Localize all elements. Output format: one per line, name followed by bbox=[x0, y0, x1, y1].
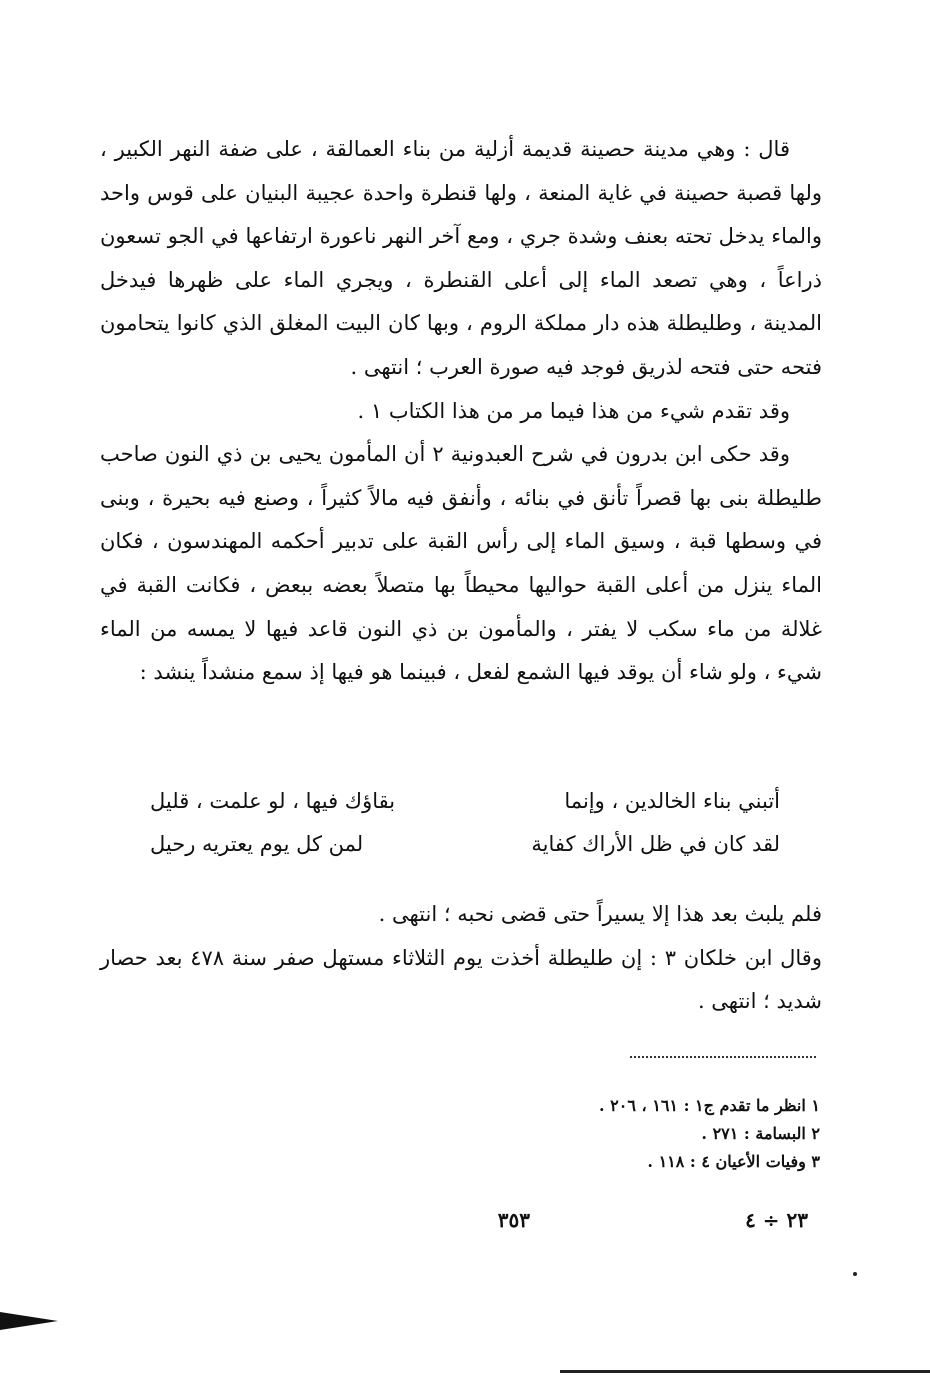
paragraph-ibn-khallikan: وقال ابن خلكان ٣ : إن طليطلة أخذت يوم الثلاثاء مستهل صفر سنة ٤٧٨ بعد حصار شديد ؛ انتهى . bbox=[100, 945, 822, 1013]
footnote-item: ١ انظر ما تقدم ج١ : ١٦١ ، ٢٠٦ . bbox=[598, 1096, 820, 1115]
main-text-block bbox=[100, 128, 822, 695]
paragraph-palace-story: وقد حكى ابن بدرون في شرح العبدونية ٢ أن المأمون يحيى بن ذي النون صاحب طليطلة بنى بها قصراً تأنق في بنائه ، وأنفق فيه مالاً كثيراً ، وصنع فيه بحيرة ، وبنى في وسطها قبة ، وسيق الماء إلى رأس القبة على تدبير أحكمه المهندسون ، فكان الماء ينزل من أعلى القبة حواليها محيطاً بها متصلاً بعضه ببعض ، فكانت القبة في غلالة من ماء سكب لا يفتر ، والمأمون بن ذي النون قاعد فيها لا يمسه من الماء شيء ، ولو شاء أن يوقد فيها الشمع لفعل ، فبينما هو فيها إذ سمع منشداً ينشد : bbox=[100, 442, 822, 685]
paragraph-death: فلم يلبث بعد هذا إلا يسيراً حتى قضى نحبه ؛ انتهى . bbox=[378, 902, 822, 926]
paragraph-quote: قال : وهي مدينة حصينة قديمة أزلية من بناء العمالقة ، على ضفة النهر الكبير ، ولها قصبة حصينة في غاية المنعة ، ولها قنطرة واحدة عجيبة البنيان على قوس واحد والماء يدخل تحته بعنف وشدة جري ، ومع آخر النهر ناعورة ارتفاعها في الجو تسعون ذراعاً ، وهي تصعد الماء إلى أعلى القنطرة ، ويجري الماء على ظهرها فيدخل المدينة ، وطليطلة هذه دار مملكة الروم ، وبها كان البيت المغلق الذي كانوا يتحامون فتحه حتى فتحه لذريق فوجد فيه صورة العرب ؛ انتهى . bbox=[100, 137, 822, 379]
page-number: ٣٥٣ bbox=[497, 1208, 530, 1232]
poem-verse bbox=[150, 823, 780, 866]
footnote-item: ٢ البسامة : ٢٧١ . bbox=[701, 1124, 820, 1143]
poem-verse bbox=[150, 780, 780, 823]
verse-hemistich: لقد كان في ظل الأراك كفاية bbox=[531, 832, 780, 856]
scan-bottom-edge bbox=[560, 1370, 930, 1373]
footnote-item: ٣ وفيات الأعيان ٤ : ١١٨ . bbox=[647, 1152, 820, 1171]
verse-hemistich: بقاؤك فيها ، لو علمت ، قليل bbox=[150, 789, 396, 813]
poem-block bbox=[150, 780, 780, 866]
scan-edge-mark bbox=[0, 1312, 58, 1330]
printer-signature: ٢٣ ÷ ٤ bbox=[745, 1208, 808, 1232]
verse-hemistich: أتبني بناء الخالدين ، وإنما bbox=[564, 789, 780, 813]
footnote-divider bbox=[630, 1056, 816, 1058]
paragraph-cross-reference: وقد تقدم شيء من هذا فيما مر من هذا الكتاب ١ . bbox=[357, 398, 790, 423]
scan-speck bbox=[853, 1272, 857, 1276]
footnotes bbox=[300, 1092, 820, 1176]
after-poem-text bbox=[100, 893, 822, 1024]
verse-hemistich: لمن كل يوم يعتريه رحيل bbox=[150, 832, 364, 856]
